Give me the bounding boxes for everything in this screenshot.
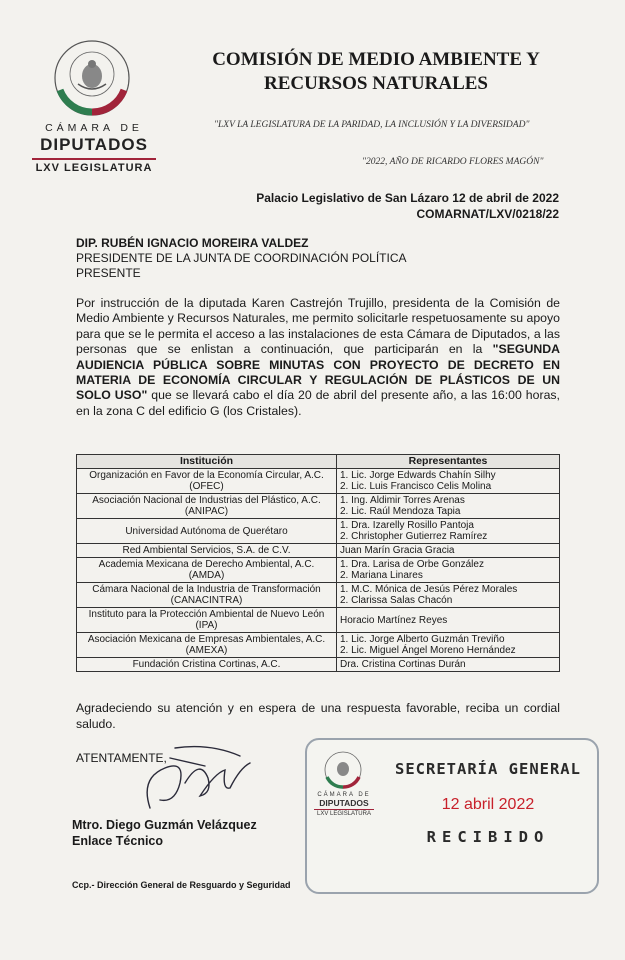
body-outro: que se llevará cabo el día 20 de abril del presente año, a las 16:00 horas, en la zona C del edificio G (los Cristales).	[76, 388, 560, 418]
table-row	[77, 494, 560, 519]
table-row	[77, 608, 560, 633]
table-row	[77, 583, 560, 608]
place-date: Palacio Legislativo de San Lázaro 12 de abril de 2022	[256, 191, 559, 205]
institution-cell: Red Ambiental Servicios, S.A. de C.V.	[77, 544, 337, 558]
representatives-cell	[337, 608, 560, 633]
signer-name: Mtro. Diego Guzmán Velázquez	[72, 818, 257, 832]
table-header-row	[77, 455, 560, 469]
stamp-date: 12 abril 2022	[441, 796, 535, 813]
institution-cell: Instituto para la Protección Ambiental de Nuevo León (IPA)	[77, 608, 337, 633]
representative-name: 2. Christopher Gutierrez Ramírez	[340, 531, 488, 542]
signer-title: Enlace Técnico	[72, 834, 164, 848]
participants-table	[76, 454, 560, 672]
representative-name: 1. M.C. Mónica de Jesús Pérez Morales	[340, 584, 518, 595]
addressee-present: PRESENTE	[76, 266, 141, 280]
table-body	[77, 469, 560, 672]
table-row	[77, 658, 560, 672]
stamp-chamber-line3: LXV LEGISLATURA	[317, 811, 371, 817]
representative-name: 1. Lic. Jorge Edwards Chahín Silhy	[340, 470, 496, 481]
chamber-seal-logo	[52, 38, 132, 118]
addressee-block	[76, 236, 407, 281]
institution-cell: Universidad Autónoma de Querétaro	[77, 519, 337, 544]
chamber-line2: DIPUTADOS	[40, 135, 148, 154]
representative-name: 2. Lic. Miguel Ángel Moreno Hernández	[340, 645, 516, 656]
representative-name: 1. Ing. Aldimir Torres Arenas	[340, 495, 465, 506]
representatives-cell	[337, 583, 560, 608]
representative-name: Horacio Martínez Reyes	[340, 614, 448, 626]
table-row	[77, 544, 560, 558]
reception-stamp	[305, 738, 599, 894]
representative-name: Dra. Cristina Cortinas Durán	[340, 659, 466, 670]
legislature-legend: "LXV LA LEGISLATURA DE LA PARIDAD, LA INCLUSIÓN Y LA DIVERSIDAD"	[214, 120, 530, 130]
header-institution: Institución	[77, 455, 337, 469]
institution-cell: Asociación Nacional de Industrias del Plástico, A.C. (ANIPAC)	[77, 494, 337, 519]
regards-label: ATENTAMENTE,	[76, 751, 167, 765]
table-row	[77, 633, 560, 658]
table-row	[77, 558, 560, 583]
representatives-cell	[337, 544, 560, 558]
commission-title: COMISIÓN DE MEDIO AMBIENTE Y RECURSOS NATURALES	[212, 49, 540, 94]
chamber-line1: CÁMARA DE	[45, 122, 143, 134]
representatives-cell	[337, 558, 560, 583]
header-representatives: Representantes	[337, 455, 560, 469]
body-paragraph	[76, 296, 560, 419]
chamber-name-block	[30, 122, 158, 174]
representatives-cell	[337, 494, 560, 519]
institution-cell: Organización en Favor de la Economía Circular, A.C. (OFEC)	[77, 469, 337, 494]
representatives-cell	[337, 469, 560, 494]
representative-name: 2. Lic. Raúl Mendoza Tapia	[340, 506, 461, 517]
stamp-chamber-line2: DIPUTADOS	[319, 798, 369, 808]
signer-block	[72, 817, 257, 849]
ccp-line: Ccp.- Dirección General de Resguardo y Seguridad	[72, 880, 291, 890]
stamp-chamber-line1: CÁMARA DE	[317, 792, 371, 798]
representatives-cell	[337, 658, 560, 672]
chamber-line3: LXV LEGISLATURA	[35, 162, 153, 174]
institution-cell: Cámara Nacional de la Industria de Transformación (CANACINTRA)	[77, 583, 337, 608]
representative-name: 1. Lic. Jorge Alberto Guzmán Treviño	[340, 634, 505, 645]
table-row	[77, 469, 560, 494]
representative-name: 1. Dra. Larisa de Orbe González	[340, 559, 484, 570]
chamber-divider	[32, 158, 156, 160]
reference-number: COMARNAT/LXV/0218/22	[416, 207, 559, 221]
representatives-cell	[337, 519, 560, 544]
institution-cell: Academia Mexicana de Derecho Ambiental, A.C. (AMDA)	[77, 558, 337, 583]
event-title: "SEGUNDA AUDIENCIA PÚBLICA SOBRE MINUTAS CON PROYECTO DE DECRETO EN MATERIA DE ECONOMÍA CIRCULAR Y REGULACIÓN DE PLÁSTICOS DE UN SOLO USO"	[76, 342, 560, 403]
representative-name: 2. Mariana Linares	[340, 570, 423, 581]
year-legend: "2022, AÑO DE RICARDO FLORES MAGÓN"	[362, 157, 544, 167]
table-row	[77, 519, 560, 544]
representatives-cell	[337, 633, 560, 658]
stamp-seal-icon	[323, 750, 363, 790]
institution-cell: Asociación Mexicana de Empresas Ambientales, A.C. (AMEXA)	[77, 633, 337, 658]
stamp-received: RECIBIDO	[426, 828, 550, 846]
addressee-position: PRESIDENTE DE LA JUNTA DE COORDINACIÓN POLÍTICA	[76, 251, 407, 265]
stamp-title: SECRETARÍA GENERAL	[395, 760, 581, 778]
representative-name: Juan Marín Gracia Gracia	[340, 545, 455, 556]
closing-paragraph: Agradeciendo su atención y en espera de una respuesta favorable, reciba un cordial saludo.	[76, 701, 560, 731]
handwritten-signature	[130, 738, 270, 828]
body-intro: Por instrucción de la diputada Karen Castrejón Trujillo, presidenta de la Comisión de Medio Ambiente y Recursos Naturales, me permito solicitarle respetuosamente su apoyo para que se le permita el acceso a las instalaciones de esta Cámara de Diputados, a las personas que se enlistan a continuación, que participarán en la	[76, 296, 560, 357]
stamp-chamber-block	[309, 792, 379, 817]
institution-cell: Fundación Cristina Cortinas, A.C.	[77, 658, 337, 672]
representative-name: 2. Lic. Luis Francisco Celis Molina	[340, 481, 492, 492]
addressee-name: DIP. RUBÉN IGNACIO MOREIRA VALDEZ	[76, 236, 309, 250]
stamp-divider	[314, 809, 374, 810]
representative-name: 1. Dra. Izarelly Rosillo Pantoja	[340, 520, 474, 531]
representative-name: 2. Clarissa Salas Chacón	[340, 595, 453, 606]
